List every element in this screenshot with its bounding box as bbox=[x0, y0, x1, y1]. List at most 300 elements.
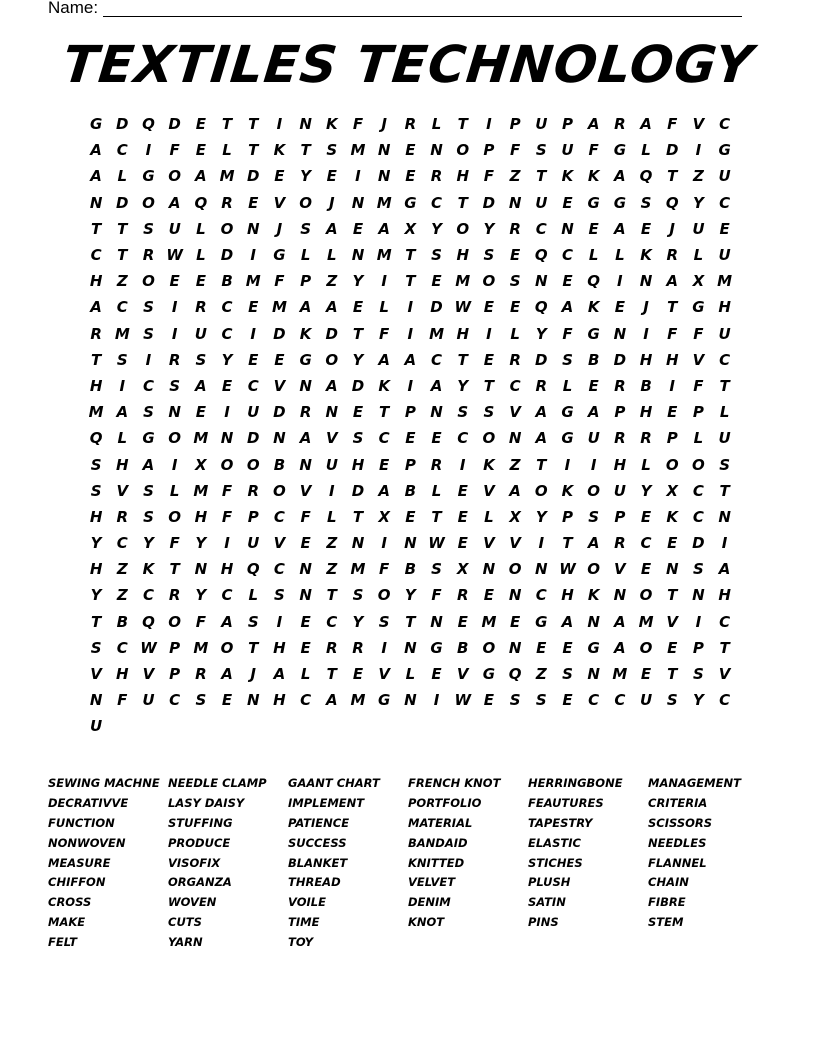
grid-letter[interactable]: U bbox=[535, 193, 548, 212]
grid-letter[interactable]: I bbox=[695, 612, 702, 631]
grid-letter[interactable]: F bbox=[483, 167, 495, 186]
grid-letter[interactable]: L bbox=[222, 141, 232, 160]
grid-letter[interactable]: A bbox=[561, 612, 574, 631]
grid-letter[interactable]: I bbox=[486, 324, 492, 343]
grid-letter[interactable]: L bbox=[431, 115, 442, 134]
grid-letter[interactable]: R bbox=[195, 665, 207, 684]
grid-letter[interactable]: D bbox=[665, 141, 679, 160]
grid-letter[interactable]: Z bbox=[535, 665, 547, 684]
grid-letter[interactable]: E bbox=[221, 691, 233, 710]
grid-letter[interactable]: E bbox=[509, 246, 521, 265]
grid-letter[interactable]: U bbox=[587, 429, 600, 448]
grid-letter[interactable]: M bbox=[612, 665, 628, 684]
grid-letter[interactable]: C bbox=[116, 141, 128, 160]
grid-letter[interactable]: D bbox=[351, 481, 365, 500]
grid-letter[interactable]: M bbox=[481, 612, 497, 631]
grid-letter[interactable]: I bbox=[459, 455, 466, 474]
grid-letter[interactable]: B bbox=[640, 376, 652, 395]
grid-letter[interactable]: Q bbox=[639, 167, 653, 186]
grid-letter[interactable]: C bbox=[692, 507, 704, 526]
grid-letter[interactable]: O bbox=[220, 219, 234, 238]
grid-letter[interactable]: G bbox=[299, 350, 312, 369]
grid-letter[interactable]: C bbox=[640, 534, 652, 553]
grid-letter[interactable]: S bbox=[143, 507, 154, 526]
grid-letter[interactable]: U bbox=[194, 324, 207, 343]
grid-letter[interactable]: A bbox=[640, 115, 652, 134]
grid-letter[interactable]: J bbox=[328, 193, 335, 212]
grid-letter[interactable]: D bbox=[168, 115, 181, 134]
grid-letter[interactable]: K bbox=[273, 141, 286, 160]
grid-letter[interactable]: M bbox=[350, 141, 366, 160]
grid-letter[interactable]: Y bbox=[457, 376, 469, 395]
grid-letter[interactable]: N bbox=[482, 560, 496, 579]
grid-letter[interactable]: C bbox=[719, 691, 731, 710]
grid-letter[interactable]: E bbox=[562, 272, 573, 291]
grid-letter[interactable]: J bbox=[643, 298, 649, 317]
grid-letter[interactable]: E bbox=[457, 481, 468, 500]
grid-letter[interactable]: R bbox=[614, 115, 626, 134]
grid-letter[interactable]: M bbox=[219, 167, 235, 186]
grid-letter[interactable]: C bbox=[431, 350, 443, 369]
grid-letter[interactable]: E bbox=[405, 141, 416, 160]
grid-letter[interactable]: R bbox=[116, 507, 129, 526]
grid-letter[interactable]: C bbox=[221, 298, 233, 317]
grid-letter[interactable]: C bbox=[588, 691, 600, 710]
grid-letter[interactable]: B bbox=[457, 638, 469, 657]
grid-letter[interactable]: E bbox=[379, 455, 390, 474]
grid-letter[interactable]: A bbox=[378, 350, 390, 369]
grid-letter[interactable]: A bbox=[142, 455, 155, 474]
grid-letter[interactable]: E bbox=[667, 534, 678, 553]
grid-letter[interactable]: U bbox=[561, 141, 574, 160]
grid-letter[interactable]: C bbox=[326, 612, 338, 631]
grid-letter[interactable]: C bbox=[509, 376, 521, 395]
grid-letter[interactable]: Q bbox=[587, 272, 601, 291]
grid-letter[interactable]: F bbox=[274, 272, 285, 291]
grid-letter[interactable]: I bbox=[224, 403, 230, 422]
grid-letter[interactable]: Y bbox=[195, 586, 207, 605]
grid-letter[interactable]: N bbox=[430, 403, 443, 422]
grid-letter[interactable]: H bbox=[273, 638, 286, 657]
grid-letter[interactable]: O bbox=[534, 481, 548, 500]
grid-letter[interactable]: N bbox=[299, 586, 312, 605]
grid-letter[interactable]: A bbox=[561, 298, 574, 317]
grid-letter[interactable]: C bbox=[142, 586, 154, 605]
grid-letter[interactable]: N bbox=[430, 141, 443, 160]
grid-letter[interactable]: E bbox=[431, 272, 442, 291]
grid-letter[interactable]: Z bbox=[509, 167, 521, 186]
grid-letter[interactable]: G bbox=[587, 324, 600, 343]
grid-letter[interactable]: U bbox=[168, 219, 181, 238]
grid-letter[interactable]: E bbox=[195, 141, 206, 160]
grid-letter[interactable]: A bbox=[718, 560, 731, 579]
grid-letter[interactable]: D bbox=[535, 350, 548, 369]
grid-letter[interactable]: I bbox=[276, 115, 283, 134]
grid-letter[interactable]: T bbox=[667, 298, 678, 317]
grid-letter[interactable]: O bbox=[220, 638, 234, 657]
grid-letter[interactable]: F bbox=[169, 141, 180, 160]
grid-letter[interactable]: M bbox=[717, 272, 733, 291]
grid-letter[interactable]: V bbox=[325, 429, 338, 448]
grid-letter[interactable]: T bbox=[457, 350, 468, 369]
grid-letter[interactable]: A bbox=[168, 193, 181, 212]
grid-letter[interactable]: G bbox=[89, 115, 103, 134]
grid-letter[interactable]: M bbox=[376, 246, 392, 265]
grid-letter[interactable]: G bbox=[535, 612, 548, 631]
grid-letter[interactable]: L bbox=[431, 481, 442, 500]
grid-letter[interactable]: N bbox=[535, 272, 548, 291]
grid-letter[interactable]: O bbox=[246, 455, 260, 474]
grid-letter[interactable]: K bbox=[378, 376, 390, 395]
grid-letter[interactable]: Y bbox=[352, 350, 364, 369]
grid-letter[interactable]: H bbox=[116, 455, 129, 474]
grid-letter[interactable]: P bbox=[300, 272, 312, 291]
grid-letter[interactable]: O bbox=[456, 219, 470, 238]
grid-letter[interactable]: S bbox=[666, 691, 678, 710]
grid-letter[interactable]: N bbox=[508, 638, 522, 657]
grid-letter[interactable]: L bbox=[169, 481, 180, 500]
grid-letter[interactable]: K bbox=[483, 455, 495, 474]
grid-letter[interactable]: A bbox=[614, 638, 626, 657]
grid-letter[interactable]: D bbox=[246, 167, 260, 186]
grid-letter[interactable]: E bbox=[483, 298, 495, 317]
grid-letter[interactable]: S bbox=[588, 507, 600, 526]
grid-letter[interactable]: U bbox=[718, 167, 731, 186]
grid-letter[interactable]: T bbox=[300, 141, 311, 160]
grid-letter[interactable]: T bbox=[719, 481, 730, 500]
grid-letter[interactable]: W bbox=[166, 246, 183, 265]
grid-letter[interactable]: R bbox=[509, 219, 521, 238]
grid-letter[interactable]: E bbox=[588, 376, 599, 395]
grid-letter[interactable]: A bbox=[614, 167, 626, 186]
grid-letter[interactable]: N bbox=[246, 219, 260, 238]
grid-letter[interactable]: X bbox=[195, 455, 207, 474]
grid-letter[interactable]: G bbox=[430, 638, 443, 657]
grid-letter[interactable]: S bbox=[457, 403, 469, 422]
grid-letter[interactable]: L bbox=[327, 246, 337, 265]
grid-letter[interactable]: P bbox=[483, 141, 495, 160]
grid-letter[interactable]: D bbox=[273, 324, 286, 343]
grid-letter[interactable]: V bbox=[90, 665, 102, 684]
grid-letter[interactable]: I bbox=[617, 272, 623, 291]
grid-letter[interactable]: T bbox=[90, 219, 102, 238]
grid-letter[interactable]: A bbox=[116, 403, 129, 422]
grid-letter[interactable]: K bbox=[666, 507, 679, 526]
grid-letter[interactable]: N bbox=[299, 560, 312, 579]
grid-letter[interactable]: A bbox=[378, 481, 390, 500]
grid-letter[interactable]: R bbox=[299, 403, 312, 422]
grid-letter[interactable]: N bbox=[89, 193, 103, 212]
grid-letter[interactable]: S bbox=[352, 429, 364, 448]
grid-letter[interactable]: M bbox=[271, 298, 287, 317]
grid-letter[interactable]: C bbox=[273, 560, 285, 579]
grid-letter[interactable]: E bbox=[509, 612, 521, 631]
grid-letter[interactable]: T bbox=[221, 115, 233, 134]
grid-letter[interactable]: E bbox=[431, 429, 442, 448]
grid-letter[interactable]: G bbox=[718, 141, 731, 160]
grid-letter[interactable]: S bbox=[509, 691, 521, 710]
grid-letter[interactable]: I bbox=[407, 376, 414, 395]
grid-letter[interactable]: F bbox=[195, 612, 206, 631]
grid-letter[interactable]: E bbox=[352, 665, 364, 684]
grid-letter[interactable]: M bbox=[455, 272, 471, 291]
grid-letter[interactable]: E bbox=[562, 638, 573, 657]
grid-letter[interactable]: O bbox=[639, 638, 653, 657]
grid-letter[interactable]: R bbox=[640, 429, 652, 448]
grid-letter[interactable]: A bbox=[404, 350, 417, 369]
grid-letter[interactable]: N bbox=[89, 691, 103, 710]
grid-letter[interactable]: E bbox=[431, 665, 442, 684]
grid-letter[interactable]: T bbox=[667, 586, 678, 605]
grid-letter[interactable]: M bbox=[193, 638, 209, 657]
grid-letter[interactable]: S bbox=[640, 193, 652, 212]
grid-letter[interactable]: G bbox=[587, 193, 600, 212]
grid-letter[interactable]: R bbox=[614, 376, 626, 395]
grid-letter[interactable]: I bbox=[145, 141, 152, 160]
grid-letter[interactable]: A bbox=[430, 376, 443, 395]
grid-letter[interactable]: N bbox=[299, 115, 312, 134]
grid-letter[interactable]: A bbox=[325, 376, 338, 395]
grid-letter[interactable]: E bbox=[195, 115, 206, 134]
grid-letter[interactable]: H bbox=[351, 455, 365, 474]
grid-letter[interactable]: O bbox=[142, 193, 155, 212]
grid-letter[interactable]: T bbox=[405, 272, 416, 291]
grid-letter[interactable]: T bbox=[352, 507, 364, 526]
grid-letter[interactable]: T bbox=[90, 612, 102, 631]
grid-letter[interactable]: S bbox=[431, 560, 442, 579]
grid-letter[interactable]: A bbox=[325, 219, 338, 238]
grid-letter[interactable]: Y bbox=[90, 534, 102, 553]
grid-letter[interactable]: N bbox=[246, 691, 260, 710]
grid-letter[interactable]: S bbox=[693, 665, 704, 684]
grid-letter[interactable]: S bbox=[274, 586, 285, 605]
grid-letter[interactable]: I bbox=[250, 324, 257, 343]
grid-letter[interactable]: E bbox=[352, 219, 364, 238]
grid-letter[interactable]: E bbox=[483, 586, 495, 605]
grid-letter[interactable]: S bbox=[483, 403, 495, 422]
grid-letter[interactable]: P bbox=[561, 115, 573, 134]
grid-letter[interactable]: N bbox=[508, 193, 522, 212]
grid-letter[interactable]: K bbox=[325, 115, 338, 134]
grid-letter[interactable]: V bbox=[273, 534, 286, 553]
grid-letter[interactable]: S bbox=[378, 612, 390, 631]
grid-letter[interactable]: R bbox=[430, 167, 443, 186]
grid-letter[interactable]: G bbox=[378, 691, 391, 710]
grid-letter[interactable]: I bbox=[433, 691, 440, 710]
grid-letter[interactable]: V bbox=[142, 665, 155, 684]
grid-letter[interactable]: O bbox=[168, 507, 182, 526]
grid-letter[interactable]: D bbox=[325, 324, 338, 343]
grid-letter[interactable]: E bbox=[483, 691, 495, 710]
grid-letter[interactable]: V bbox=[666, 612, 679, 631]
grid-letter[interactable]: P bbox=[692, 638, 704, 657]
grid-letter[interactable]: C bbox=[431, 193, 443, 212]
grid-letter[interactable]: O bbox=[168, 167, 182, 186]
grid-letter[interactable]: V bbox=[273, 193, 286, 212]
grid-letter[interactable]: O bbox=[665, 455, 679, 474]
grid-letter[interactable]: E bbox=[352, 403, 364, 422]
grid-letter[interactable]: Y bbox=[352, 612, 364, 631]
grid-letter[interactable]: E bbox=[326, 167, 337, 186]
grid-letter[interactable]: F bbox=[667, 324, 678, 343]
grid-letter[interactable]: K bbox=[561, 481, 574, 500]
grid-letter[interactable]: T bbox=[405, 246, 416, 265]
grid-letter[interactable]: F bbox=[379, 324, 390, 343]
grid-letter[interactable]: Y bbox=[692, 193, 704, 212]
grid-letter[interactable]: T bbox=[536, 167, 547, 186]
grid-letter[interactable]: U bbox=[535, 115, 548, 134]
grid-letter[interactable]: T bbox=[457, 115, 468, 134]
grid-letter[interactable]: F bbox=[221, 507, 233, 526]
grid-letter[interactable]: B bbox=[587, 350, 600, 369]
grid-letter[interactable]: I bbox=[171, 455, 178, 474]
grid-letter[interactable]: P bbox=[169, 665, 181, 684]
grid-letter[interactable]: N bbox=[299, 455, 312, 474]
grid-letter[interactable]: C bbox=[692, 481, 704, 500]
grid-letter[interactable]: S bbox=[719, 455, 730, 474]
grid-letter[interactable]: L bbox=[641, 141, 651, 160]
grid-letter[interactable]: U bbox=[639, 691, 653, 710]
grid-letter[interactable]: A bbox=[221, 612, 233, 631]
grid-letter[interactable]: F bbox=[693, 324, 704, 343]
grid-letter[interactable]: W bbox=[454, 691, 471, 710]
grid-letter[interactable]: C bbox=[247, 376, 259, 395]
grid-letter[interactable]: P bbox=[666, 429, 678, 448]
grid-letter[interactable]: R bbox=[509, 350, 521, 369]
grid-letter[interactable]: N bbox=[351, 534, 365, 553]
grid-letter[interactable]: Q bbox=[246, 560, 260, 579]
grid-letter[interactable]: T bbox=[667, 665, 678, 684]
grid-letter[interactable]: P bbox=[247, 507, 259, 526]
grid-letter[interactable]: K bbox=[299, 324, 312, 343]
grid-letter[interactable]: A bbox=[666, 272, 679, 291]
grid-letter[interactable]: Y bbox=[431, 219, 442, 238]
grid-letter[interactable]: F bbox=[431, 586, 442, 605]
grid-letter[interactable]: G bbox=[561, 429, 574, 448]
grid-letter[interactable]: T bbox=[169, 560, 180, 579]
grid-letter[interactable]: T bbox=[117, 219, 128, 238]
grid-letter[interactable]: X bbox=[692, 272, 705, 291]
grid-letter[interactable]: L bbox=[615, 246, 625, 265]
grid-letter[interactable]: R bbox=[456, 586, 469, 605]
grid-letter[interactable]: L bbox=[248, 586, 258, 605]
grid-letter[interactable]: E bbox=[640, 665, 652, 684]
grid-letter[interactable]: I bbox=[250, 246, 257, 265]
grid-letter[interactable]: N bbox=[325, 403, 339, 422]
grid-letter[interactable]: B bbox=[116, 612, 128, 631]
grid-letter[interactable]: I bbox=[171, 298, 178, 317]
grid-letter[interactable]: R bbox=[142, 246, 155, 265]
grid-letter[interactable]: Y bbox=[404, 586, 416, 605]
grid-letter[interactable]: E bbox=[483, 350, 495, 369]
grid-letter[interactable]: P bbox=[561, 507, 573, 526]
grid-letter[interactable]: Y bbox=[535, 324, 547, 343]
grid-letter[interactable]: X bbox=[509, 507, 521, 526]
grid-letter[interactable]: S bbox=[143, 298, 154, 317]
grid-letter[interactable]: V bbox=[483, 534, 495, 553]
grid-letter[interactable]: A bbox=[587, 403, 600, 422]
grid-letter[interactable]: A bbox=[299, 298, 312, 317]
grid-letter[interactable]: T bbox=[352, 324, 364, 343]
grid-letter[interactable]: S bbox=[431, 246, 442, 265]
grid-letter[interactable]: D bbox=[116, 193, 129, 212]
grid-letter[interactable]: S bbox=[535, 141, 547, 160]
grid-letter[interactable]: B bbox=[404, 481, 417, 500]
grid-letter[interactable]: I bbox=[590, 455, 597, 474]
grid-letter[interactable]: F bbox=[117, 691, 128, 710]
grid-letter[interactable]: S bbox=[195, 350, 207, 369]
grid-letter[interactable]: O bbox=[587, 481, 601, 500]
grid-letter[interactable]: E bbox=[221, 376, 233, 395]
grid-letter[interactable]: J bbox=[669, 219, 676, 238]
grid-letter[interactable]: T bbox=[431, 507, 442, 526]
grid-letter[interactable]: L bbox=[117, 167, 128, 186]
grid-letter[interactable]: L bbox=[405, 665, 416, 684]
grid-letter[interactable]: M bbox=[376, 193, 392, 212]
grid-letter[interactable]: E bbox=[640, 560, 652, 579]
grid-letter[interactable]: R bbox=[221, 193, 233, 212]
grid-letter[interactable]: Q bbox=[142, 612, 155, 631]
grid-letter[interactable]: A bbox=[614, 612, 626, 631]
grid-letter[interactable]: R bbox=[614, 429, 626, 448]
grid-letter[interactable]: G bbox=[482, 665, 496, 684]
grid-letter[interactable]: D bbox=[116, 115, 129, 134]
grid-letter[interactable]: E bbox=[588, 219, 599, 238]
grid-letter[interactable]: A bbox=[535, 429, 548, 448]
grid-letter[interactable]: N bbox=[613, 586, 627, 605]
grid-letter[interactable]: C bbox=[273, 507, 285, 526]
grid-letter[interactable]: E bbox=[300, 638, 311, 657]
grid-letter[interactable]: Q bbox=[534, 298, 548, 317]
grid-letter[interactable]: O bbox=[508, 560, 522, 579]
grid-letter[interactable]: C bbox=[116, 534, 128, 553]
grid-letter[interactable]: X bbox=[666, 481, 678, 500]
grid-letter[interactable]: L bbox=[641, 455, 651, 474]
grid-letter[interactable]: T bbox=[379, 403, 390, 422]
grid-letter[interactable]: T bbox=[248, 638, 259, 657]
grid-letter[interactable]: S bbox=[300, 219, 311, 238]
grid-letter[interactable]: O bbox=[482, 429, 496, 448]
grid-letter[interactable]: U bbox=[90, 717, 103, 736]
grid-letter[interactable]: I bbox=[381, 534, 387, 553]
grid-letter[interactable]: W bbox=[428, 534, 445, 553]
grid-letter[interactable]: Y bbox=[90, 586, 102, 605]
grid-letter[interactable]: E bbox=[614, 298, 625, 317]
grid-letter[interactable]: S bbox=[90, 455, 102, 474]
grid-letter[interactable]: A bbox=[90, 167, 102, 186]
grid-letter[interactable]: L bbox=[719, 403, 730, 422]
grid-letter[interactable]: Z bbox=[116, 586, 128, 605]
grid-letter[interactable]: C bbox=[221, 324, 233, 343]
grid-letter[interactable]: M bbox=[350, 691, 366, 710]
grid-letter[interactable]: T bbox=[483, 376, 495, 395]
grid-letter[interactable]: C bbox=[221, 586, 233, 605]
grid-letter[interactable]: C bbox=[535, 219, 547, 238]
grid-letter[interactable]: B bbox=[404, 560, 417, 579]
grid-letter[interactable]: L bbox=[117, 429, 128, 448]
grid-letter[interactable]: I bbox=[224, 534, 230, 553]
grid-letter[interactable]: H bbox=[89, 376, 103, 395]
grid-letter[interactable]: L bbox=[510, 324, 520, 343]
grid-letter[interactable]: A bbox=[195, 376, 207, 395]
grid-letter[interactable]: N bbox=[508, 586, 522, 605]
grid-letter[interactable]: K bbox=[587, 167, 600, 186]
grid-letter[interactable]: C bbox=[719, 115, 731, 134]
grid-letter[interactable]: A bbox=[509, 481, 521, 500]
grid-letter[interactable]: L bbox=[693, 246, 704, 265]
grid-letter[interactable]: M bbox=[88, 403, 104, 422]
grid-letter[interactable]: E bbox=[248, 193, 259, 212]
